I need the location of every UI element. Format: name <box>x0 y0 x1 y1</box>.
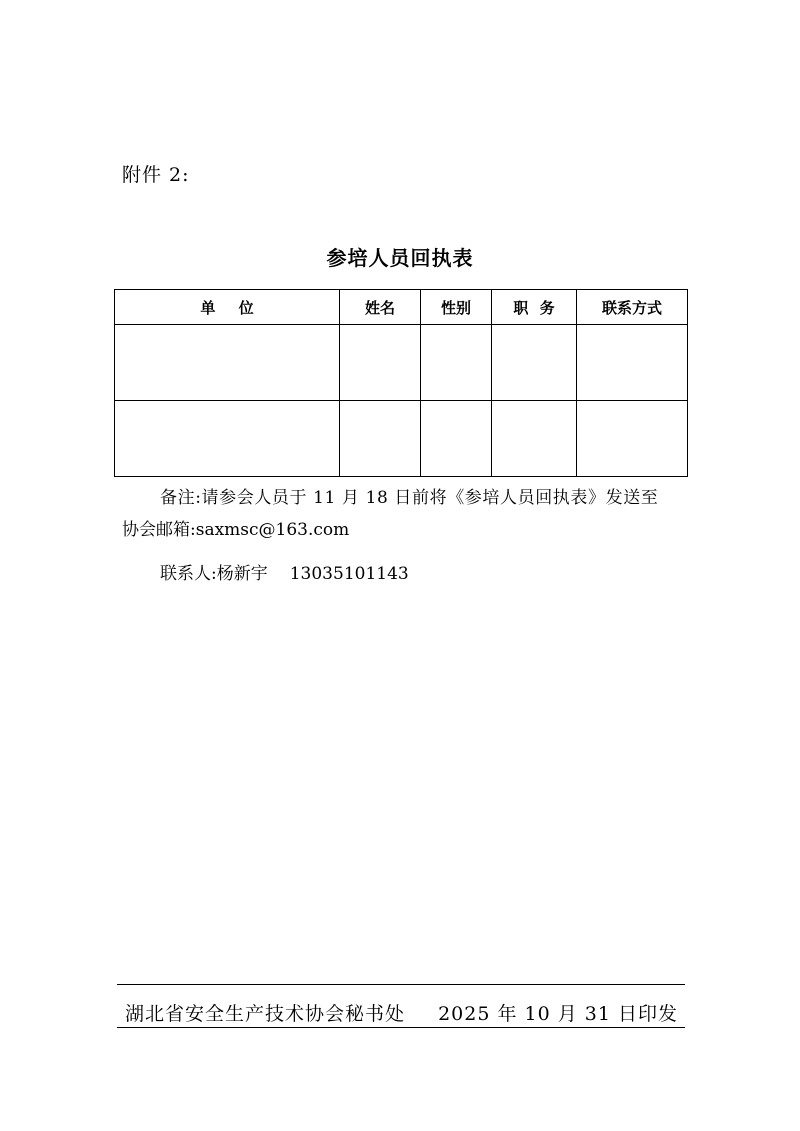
attachment-label: 附件 2: <box>122 164 190 186</box>
cell-unit[interactable] <box>115 325 340 401</box>
cell-position[interactable] <box>492 401 577 477</box>
cell-gender[interactable] <box>421 325 492 401</box>
form-title: 参培人员回执表 <box>326 246 474 270</box>
cell-name[interactable] <box>340 401 421 477</box>
cell-name[interactable] <box>340 325 421 401</box>
header-name: 姓名 <box>340 290 421 325</box>
note-line-2: 协会邮箱:saxmsc@163.com <box>122 520 350 540</box>
cell-contact[interactable] <box>577 325 688 401</box>
footer <box>125 999 678 1026</box>
header-position: 职 务 <box>492 290 577 325</box>
footer-bottom-rule <box>117 1027 685 1028</box>
contact-line <box>160 566 409 583</box>
note-line-1: 备注:请参会人员于 11 月 18 日前将《参培人员回执表》发送至 <box>160 488 659 508</box>
footer-org: 湖北省安全生产技术协会秘书处 <box>125 1003 406 1025</box>
header-unit: 单 位 <box>115 290 340 325</box>
header-contact: 联系方式 <box>577 290 688 325</box>
receipt-form-table <box>114 289 688 477</box>
table-row <box>115 401 688 477</box>
cell-contact[interactable] <box>577 401 688 477</box>
contact-phone: 13035101143 <box>289 564 409 584</box>
cell-gender[interactable] <box>421 401 492 477</box>
footer-top-rule <box>117 984 685 985</box>
table-row <box>115 325 688 401</box>
header-gender: 性别 <box>421 290 492 325</box>
table-header-row <box>115 290 688 325</box>
footer-date: 2025 年 10 月 31 日印发 <box>438 1003 678 1025</box>
cell-unit[interactable] <box>115 401 340 477</box>
contact-label: 联系人:杨新宇 <box>160 564 268 584</box>
cell-position[interactable] <box>492 325 577 401</box>
